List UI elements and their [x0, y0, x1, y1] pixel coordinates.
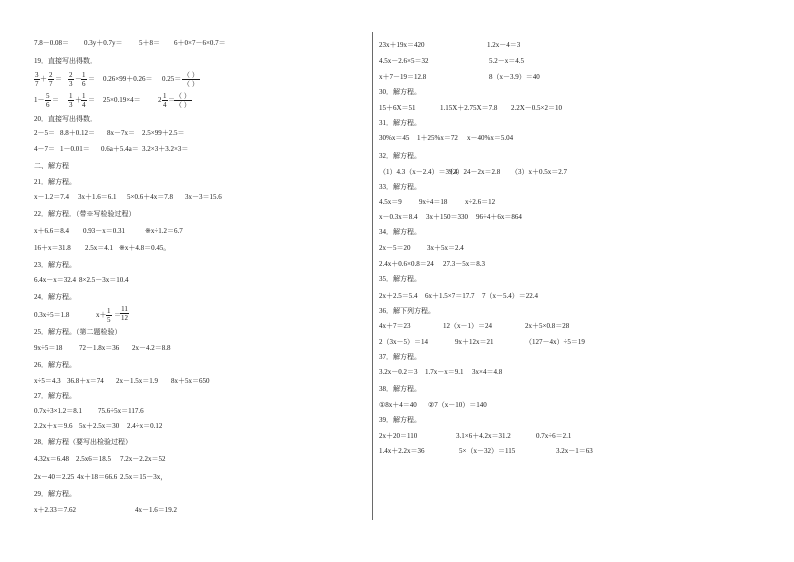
question-39-heading: 39．解方程。	[379, 416, 421, 424]
operator: ＝	[88, 96, 95, 104]
fraction: $\frac{1}{4}$	[163, 92, 167, 109]
question-20-heading: 20．直接写出得数．	[34, 115, 97, 123]
fraction: $\frac{1}{4}$	[82, 92, 86, 109]
question-31-heading: 31．解方程。	[379, 119, 421, 127]
question-32-heading: 32．解方程。	[379, 152, 421, 160]
question-24-heading: 24．解方程。	[34, 293, 76, 301]
fraction: $\frac{3}{7}$	[35, 71, 39, 88]
expr: 5＋8＝	[139, 39, 160, 47]
fraction: $\frac{1}{3}$	[69, 92, 73, 109]
question-22-heading: 22．解方程．（带※写检验过程）	[34, 210, 136, 218]
fraction: $\frac{2}{3}$	[69, 71, 73, 88]
fraction: $\frac{1}{5}$	[107, 307, 111, 324]
question-26-heading: 26．解方程。	[34, 361, 76, 369]
right-column: 23x＋19x＝420 1.2x－4＝3 4.5x－2.6×5＝32 5.2－x＝4.5 x＋7－19＝12.8 8（x－3.9）＝40 30．解方程。 15＋6X＝51 1.15X＋2.75X＝7.8 2.2X－0.5×2＝10 31．解方程。 30%x＝45 1＋25%x＝72 x－40%x＝5.04 32．解方程。 （1）4.3（x－2.4）＝39.4 （2）24－2x＝2.8 （3）x＋0.5x＝2.7 33．解方程。 4.5x＝9 9x÷4＝18 x÷2.6＝12 x－0.3x＝8.4 3x＋150＝330 96÷4＋6x＝864 34．解方程。 2x－5＝20 3x＋5x＝2.4 2.4x＋0.6×0.8＝24 27.3－5x＝8.3 35．解方程。 2x＋2.5＝5.4 6x＋1.5×7＝17.7 7（x－5.4）＝22.4 36．解下列方程。 4x＋7＝23 12（x－1）＝24 2x＋5×0.8＝28 2（3x－5）＝14 9x＋12x＝21 （127－4x）÷5＝19 37．解方程。 3.2x－0.2＝3 1.7x－x＝9.1 3x×4＝4.8 38．解方程。 ①8x＋4＝40 ②7（x－10）＝140 39．解方程。 2x＋20＝110 3.1×6＋4.2x＝31.2 0.7x÷6＝2.1 1.4x＋2.2x＝36 5×（x－32）＝115 3.2x－1＝63	[379, 41, 593, 455]
expr: 7.8－0.08＝	[34, 39, 69, 47]
operator: －	[75, 75, 82, 83]
expr: 0.26×99＋0.26＝	[103, 75, 153, 83]
operator: ＝	[114, 311, 121, 319]
expr: x＋	[96, 311, 107, 319]
question-21-heading: 21．解方程。	[34, 178, 76, 186]
fraction: $\frac{5}{6}$	[46, 92, 50, 109]
column-divider	[372, 32, 373, 520]
blank-fraction: （ ） （ ）	[183, 71, 199, 88]
question-37-heading: 37．解方程。	[379, 353, 421, 361]
question-28-heading: 28．解方程（要写出检验过程）	[34, 438, 132, 446]
operator: ＝	[168, 96, 175, 104]
expr: 1－	[34, 96, 45, 104]
expr: 0.3x÷5＝1.8	[34, 311, 70, 319]
left-column: 7.8－0.08＝ 0.3y＋0.7y＝ 5＋8＝ 6＋0×7－6×0.7＝ 19．直接写出得数． $\frac{3}{7}$ ＋ $\frac{2}{7}$ ＝ $\frac{2}{3}$ － $\frac{1}{6}$ ＝ 0.26×99＋0.26＝ 0.25＝ （ ） （ ） 1－ $\frac{5}{6}$ ＝ $\frac{1}{3}$ ＋ $\frac{1}{4}$ ＝ 25×0.19×4＝ 2 $\frac{1}{4}$ ＝ （ ） （ ） 20．直接写出得数． 2－5＝ 8.8＋0.12＝ 8x－7x＝ 2.5×99＋2.5＝ 4－7＝ 1－0.01＝ 0.6a＋5.4a＝ 3.2×3＋3.2×3＝ 二、解方程 21．解方程。 x－1.2＝7.4 3x＋1.6＝6.1 5×0.6＋4x＝7.8 3x－3＝15.6 22．解方程．（带※写检验过程） x＋6.6＝8.4 0.93－x＝0.31 ※x÷1.2＝6.7 16＋x＝31.8 2.5x＝4.1 ※x＋4.8＝0.45。 23．解方程。 6.4x－x＝32.4 8×2.5－3x＝10.4 24．解方程。 0.3x÷5＝1.8 x＋ $\frac{1}{5}$ ＝ $\frac{11}{12}$ 25．解方程。（第二题检验） 9x÷5＝18 72－1.8x＝36 2x－4.2＝8.8 26．解方程。 x÷5＝4.3 36.8＋x＝74 2x－1.5x＝1.9 8x＋5x＝650 27．解方程。 0.7x÷3×1.2＝8.1 75.6÷5x＝117.6 2.2x＋x＝9.6 5x＋2.5x＝30 2.4÷x＝0.12 28．解方程（要写出检验过程） 4.32x＝6.48 2.5x6＝18.5 7.2x－2.2x＝52 2x－40＝2.25 4x＋18＝66.6 2.5x＝15－3x， 29．解方程。 x＋2.33＝7.62 4x－1.6＝19.2	[34, 39, 226, 514]
question-19-heading: 19．直接写出得数．	[34, 57, 97, 65]
question-30-heading: 30．解方程。	[379, 88, 421, 96]
fraction: $\frac{2}{7}$	[49, 71, 53, 88]
section-heading: 二、解方程	[34, 162, 69, 170]
expr: 2	[158, 96, 162, 104]
operator: ＝	[55, 75, 62, 83]
operator: ＝	[52, 96, 59, 104]
question-33-heading: 33．解方程。	[379, 183, 421, 191]
expr: 6＋0×7－6×0.7＝	[174, 39, 226, 47]
question-23-heading: 23．解方程。	[34, 261, 76, 269]
fraction: $\frac{11}{12}$	[121, 305, 128, 322]
operator: ＝	[88, 75, 95, 83]
expr: 25×0.19×4＝	[103, 96, 141, 104]
expr: 0.3y＋0.7y＝	[84, 39, 123, 47]
operator: ＋	[40, 75, 47, 83]
expr: 0.25＝	[162, 75, 182, 83]
question-34-heading: 34．解方程。	[379, 228, 421, 236]
question-25-heading: 25．解方程。（第二题检验）	[34, 328, 122, 336]
question-27-heading: 27．解方程。	[34, 392, 76, 400]
question-38-heading: 38．解方程。	[379, 385, 421, 393]
blank-fraction: （ ） （ ）	[175, 92, 191, 109]
fraction: $\frac{1}{6}$	[82, 71, 86, 88]
operator: ＋	[75, 96, 82, 104]
question-29-heading: 29．解方程。	[34, 490, 76, 498]
question-35-heading: 35．解方程。	[379, 275, 421, 283]
question-36-heading: 36．解下列方程。	[379, 307, 435, 315]
